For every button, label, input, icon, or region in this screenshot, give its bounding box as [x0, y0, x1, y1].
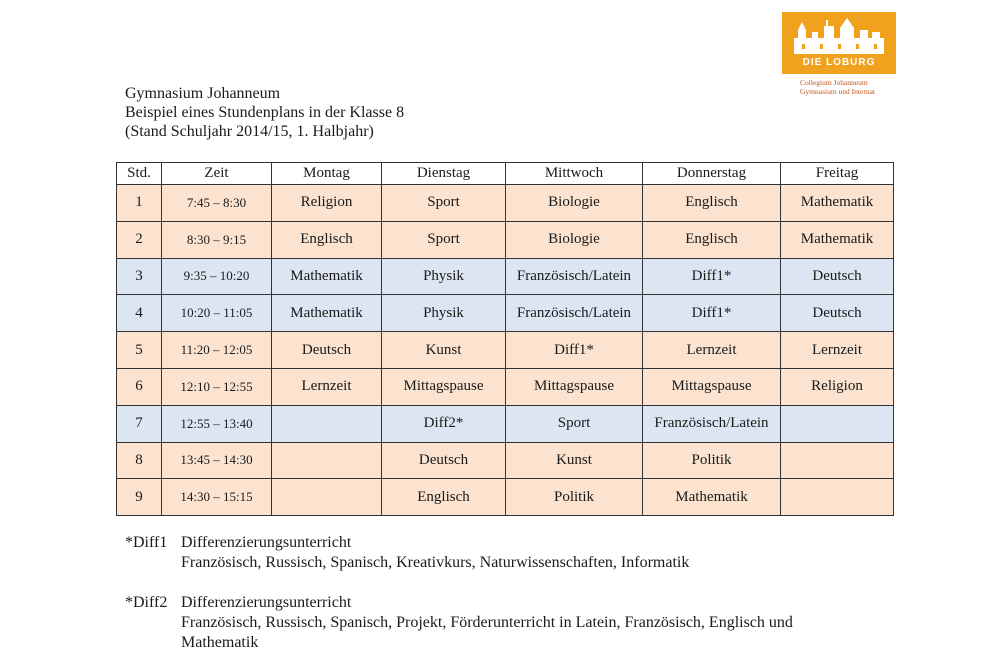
- school-logo: [782, 12, 896, 74]
- cell-std: 7: [117, 405, 162, 442]
- logo-title: DIE LOBURG: [802, 57, 876, 68]
- cell-freitag: Deutsch: [781, 295, 894, 332]
- cell-std: 3: [117, 258, 162, 295]
- cell-mittwoch: Politik: [506, 479, 643, 516]
- footnote-text: Französisch, Russisch, Spanisch, Projekt, Förderunterricht in Latein, Französisch, Englisch und Mathematik: [181, 614, 793, 651]
- cell-std: 6: [117, 368, 162, 405]
- table-row: [117, 295, 894, 332]
- document-title: Beispiel eines Stundenplans in der Klasse 8: [125, 104, 405, 121]
- cell-donnerstag: Lernzeit: [643, 332, 781, 369]
- cell-montag: [272, 405, 382, 442]
- cell-zeit: 10:20 – 11:05: [162, 295, 272, 332]
- cell-dienstag: Deutsch: [382, 442, 506, 479]
- column-header-std: Std.: [117, 163, 162, 185]
- cell-donnerstag: Mathematik: [643, 479, 781, 516]
- cell-montag: Deutsch: [272, 332, 382, 369]
- cell-freitag: [781, 479, 894, 516]
- column-header-montag: Montag: [272, 163, 382, 185]
- cell-freitag: [781, 405, 894, 442]
- cell-mittwoch: Diff1*: [506, 332, 643, 369]
- cell-donnerstag: Diff1*: [643, 258, 781, 295]
- table-row: [117, 221, 894, 258]
- cell-donnerstag: Politik: [643, 442, 781, 479]
- cell-mittwoch: Biologie: [506, 221, 643, 258]
- cell-montag: Lernzeit: [272, 368, 382, 405]
- footnote-diff2: [125, 593, 901, 653]
- cell-mittwoch: Biologie: [506, 185, 643, 222]
- cell-zeit: 14:30 – 15:15: [162, 479, 272, 516]
- cell-dienstag: Kunst: [382, 332, 506, 369]
- cell-montag: Mathematik: [272, 295, 382, 332]
- cell-donnerstag: Englisch: [643, 221, 781, 258]
- document-header: [125, 84, 404, 141]
- cell-zeit: 12:55 – 13:40: [162, 405, 272, 442]
- timetable-header-row: [117, 163, 894, 185]
- table-row: [117, 479, 894, 516]
- column-header-freitag: Freitag: [781, 163, 894, 185]
- cell-freitag: Deutsch: [781, 258, 894, 295]
- cell-donnerstag: Französisch/Latein: [643, 405, 781, 442]
- column-header-dienstag: Dienstag: [382, 163, 506, 185]
- cell-std: 9: [117, 479, 162, 516]
- cell-mittwoch: Sport: [506, 405, 643, 442]
- cell-dienstag: Diff2*: [382, 405, 506, 442]
- cell-montag: Mathematik: [272, 258, 382, 295]
- logo-subtitle-line2: Gymnasium und Internat: [800, 87, 875, 96]
- cell-montag: Religion: [272, 185, 382, 222]
- cell-donnerstag: Diff1*: [643, 295, 781, 332]
- cell-mittwoch: Französisch/Latein: [506, 295, 643, 332]
- column-header-zeit: Zeit: [162, 163, 272, 185]
- cell-dienstag: Englisch: [382, 479, 506, 516]
- footnote-key: *Diff2: [125, 594, 168, 611]
- castle-icon: [790, 16, 888, 56]
- cell-dienstag: Physik: [382, 258, 506, 295]
- cell-freitag: Mathematik: [781, 221, 894, 258]
- cell-dienstag: Sport: [382, 185, 506, 222]
- table-row: [117, 332, 894, 369]
- table-row: [117, 258, 894, 295]
- footnote-title: Differenzierungsunterricht: [181, 534, 352, 551]
- cell-freitag: Religion: [781, 368, 894, 405]
- cell-std: 1: [117, 185, 162, 222]
- cell-freitag: Lernzeit: [781, 332, 894, 369]
- cell-donnerstag: Englisch: [643, 185, 781, 222]
- footnote-text: Französisch, Russisch, Spanisch, Kreativkurs, Naturwissenschaften, Informatik: [181, 554, 690, 571]
- school-name: Gymnasium Johanneum: [125, 85, 281, 102]
- cell-donnerstag: Mittagspause: [643, 368, 781, 405]
- cell-zeit: 12:10 – 12:55: [162, 368, 272, 405]
- cell-freitag: [781, 442, 894, 479]
- table-row: [117, 442, 894, 479]
- column-header-donnerstag: Donnerstag: [643, 163, 781, 185]
- cell-mittwoch: Kunst: [506, 442, 643, 479]
- table-row: [117, 185, 894, 222]
- cell-dienstag: Physik: [382, 295, 506, 332]
- cell-zeit: 7:45 – 8:30: [162, 185, 272, 222]
- cell-dienstag: Sport: [382, 221, 506, 258]
- cell-std: 5: [117, 332, 162, 369]
- cell-montag: [272, 479, 382, 516]
- cell-std: 4: [117, 295, 162, 332]
- table-row: [117, 405, 894, 442]
- cell-montag: [272, 442, 382, 479]
- column-header-mittwoch: Mittwoch: [506, 163, 643, 185]
- logo-subtitle-line1: Collegium Johanneum: [800, 78, 868, 87]
- cell-std: 8: [117, 442, 162, 479]
- cell-mittwoch: Französisch/Latein: [506, 258, 643, 295]
- cell-zeit: 8:30 – 9:15: [162, 221, 272, 258]
- cell-mittwoch: Mittagspause: [506, 368, 643, 405]
- document-subtitle: (Stand Schuljahr 2014/15, 1. Halbjahr): [125, 123, 374, 140]
- cell-zeit: 9:35 – 10:20: [162, 258, 272, 295]
- timetable: [116, 162, 894, 516]
- footnote-diff1: [125, 533, 901, 573]
- cell-dienstag: Mittagspause: [382, 368, 506, 405]
- logo-subtitle: [800, 78, 910, 96]
- footnote-title: Differenzierungsunterricht: [181, 594, 352, 611]
- footnotes: [125, 533, 901, 664]
- cell-zeit: 13:45 – 14:30: [162, 442, 272, 479]
- cell-montag: Englisch: [272, 221, 382, 258]
- cell-std: 2: [117, 221, 162, 258]
- footnote-key: *Diff1: [125, 534, 168, 551]
- cell-zeit: 11:20 – 12:05: [162, 332, 272, 369]
- cell-freitag: Mathematik: [781, 185, 894, 222]
- table-row: [117, 368, 894, 405]
